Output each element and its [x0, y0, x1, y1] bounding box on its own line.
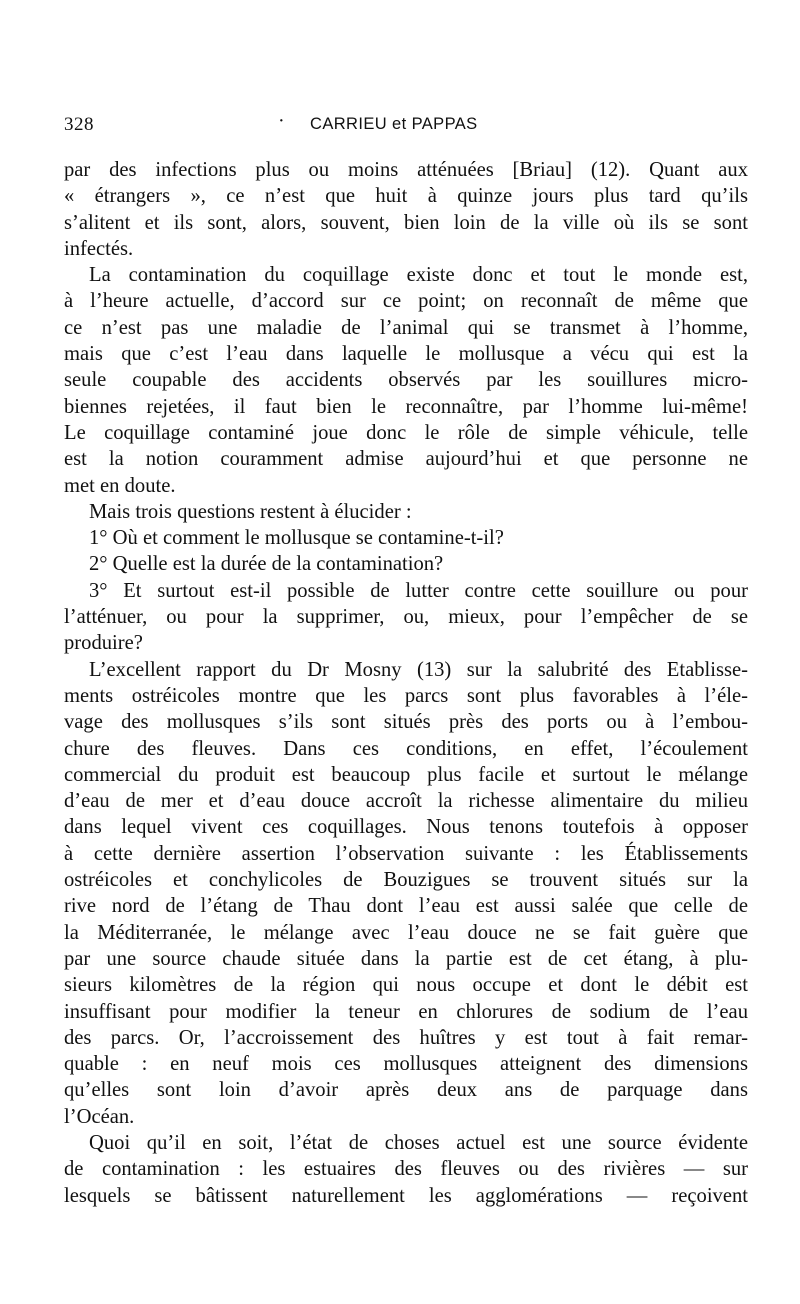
text-line: produire?	[64, 632, 143, 655]
text-line: 2° Quelle est la durée de la contamination?	[89, 553, 444, 576]
text-line: biennes rejetées, il faut bien le reconnaître, par l’homme lui-même!	[64, 395, 748, 418]
text-line: est la notion couramment admise aujourd’hui et que personne ne	[64, 448, 748, 471]
text-line: l’atténuer, ou pour la supprimer, ou, mieux, pour l’empêcher de se	[64, 606, 748, 629]
text-line: des parcs. Or, l’accroissement des huîtres y est tout à fait remar-	[64, 1026, 748, 1049]
text-line: Mais trois questions restent à élucider :	[89, 500, 412, 523]
text-line: à cette dernière assertion l’observation suivante : les Établissements	[64, 842, 748, 865]
text-line: sieurs kilomètres de la région qui nous occupe et dont le débit est	[64, 974, 748, 997]
text-line: met en doute.	[64, 474, 176, 497]
text-line: 3° Et surtout est-il possible de lutter contre cette souillure ou pour	[89, 579, 748, 602]
text-line: Quoi qu’il en soit, l’état de choses actuel est une source évidente	[89, 1131, 748, 1154]
text-line: par une source chaude située dans la partie est de cet étang, à plu-	[64, 947, 748, 970]
text-line: La contamination du coquillage existe donc et tout le monde est,	[89, 264, 748, 287]
text-line: ments ostréicoles montre que les parcs sont plus favorables à l’éle-	[64, 684, 748, 707]
text-line: par des infections plus ou moins atténuées [Briau] (12). Quant aux	[64, 159, 748, 181]
text-line: à l’heure actuelle, d’accord sur ce point; on reconnaît de même que	[64, 290, 748, 313]
text-line: de contamination : les estuaires des fleuves ou des rivières — sur	[64, 1158, 748, 1181]
text-line: insuffisant pour modifier la teneur en chlorures de sodium de l’eau	[64, 1000, 748, 1023]
text-line: chure des fleuves. Dans ces conditions, en effet, l’écoulement	[64, 737, 748, 760]
text-line: « étrangers », ce n’est que huit à quinze jours plus tard qu’ils	[64, 185, 748, 208]
body-text	[64, 157, 748, 1209]
text-line: la Méditerranée, le mélange avec l’eau douce ne se fait guère que	[64, 921, 748, 944]
text-line: l’Océan.	[64, 1105, 135, 1128]
text-line: 1° Où et comment le mollusque se contamine-t-il?	[89, 527, 504, 550]
running-head: CARRIEU et PAPPAS	[310, 115, 478, 133]
text-line: commercial du produit est beaucoup plus facile et surtout le mélange	[64, 763, 748, 786]
text-line: lesquels se bâtissent naturellement les agglomérations — reçoivent	[64, 1184, 748, 1207]
text-line: L’excellent rapport du Dr Mosny (13) sur la salubrité des Etablisse-	[89, 658, 748, 681]
text-line: Le coquillage contaminé joue donc le rôle de simple véhicule, telle	[64, 421, 748, 444]
text-line: s’alitent et ils sont, alors, souvent, bien loin de la ville où ils se sont	[64, 211, 748, 234]
text-line: rive nord de l’étang de Thau dont l’eau est aussi salée que celle de	[64, 895, 748, 918]
text-line: infectés.	[64, 237, 134, 260]
text-line: dans lequel vivent ces coquillages. Nous tenons toutefois à opposer	[64, 816, 748, 839]
header-dot: ·	[278, 110, 285, 132]
text-line: vage des mollusques s’ils sont situés près des ports ou à l’embou-	[64, 711, 748, 734]
page-number: 328	[64, 114, 94, 135]
page-header	[64, 110, 748, 142]
text-line: seule coupable des accidents observés par les souillures micro-	[64, 369, 748, 392]
text-line: d’eau de mer et d’eau douce accroît la richesse alimentaire du milieu	[64, 790, 748, 813]
text-line: ostréicoles et conchylicoles de Bouzigues se trouvent situés sur la	[64, 869, 748, 892]
text-line: ce n’est pas une maladie de l’animal qui se transmet à l’homme,	[64, 316, 748, 339]
text-line: mais que c’est l’eau dans laquelle le mollusque a vécu qui est la	[64, 343, 748, 366]
text-line: quable : en neuf mois ces mollusques atteignent des dimensions	[64, 1053, 748, 1076]
text-line: qu’elles sont loin d’avoir après deux ans de parquage dans	[64, 1079, 748, 1102]
